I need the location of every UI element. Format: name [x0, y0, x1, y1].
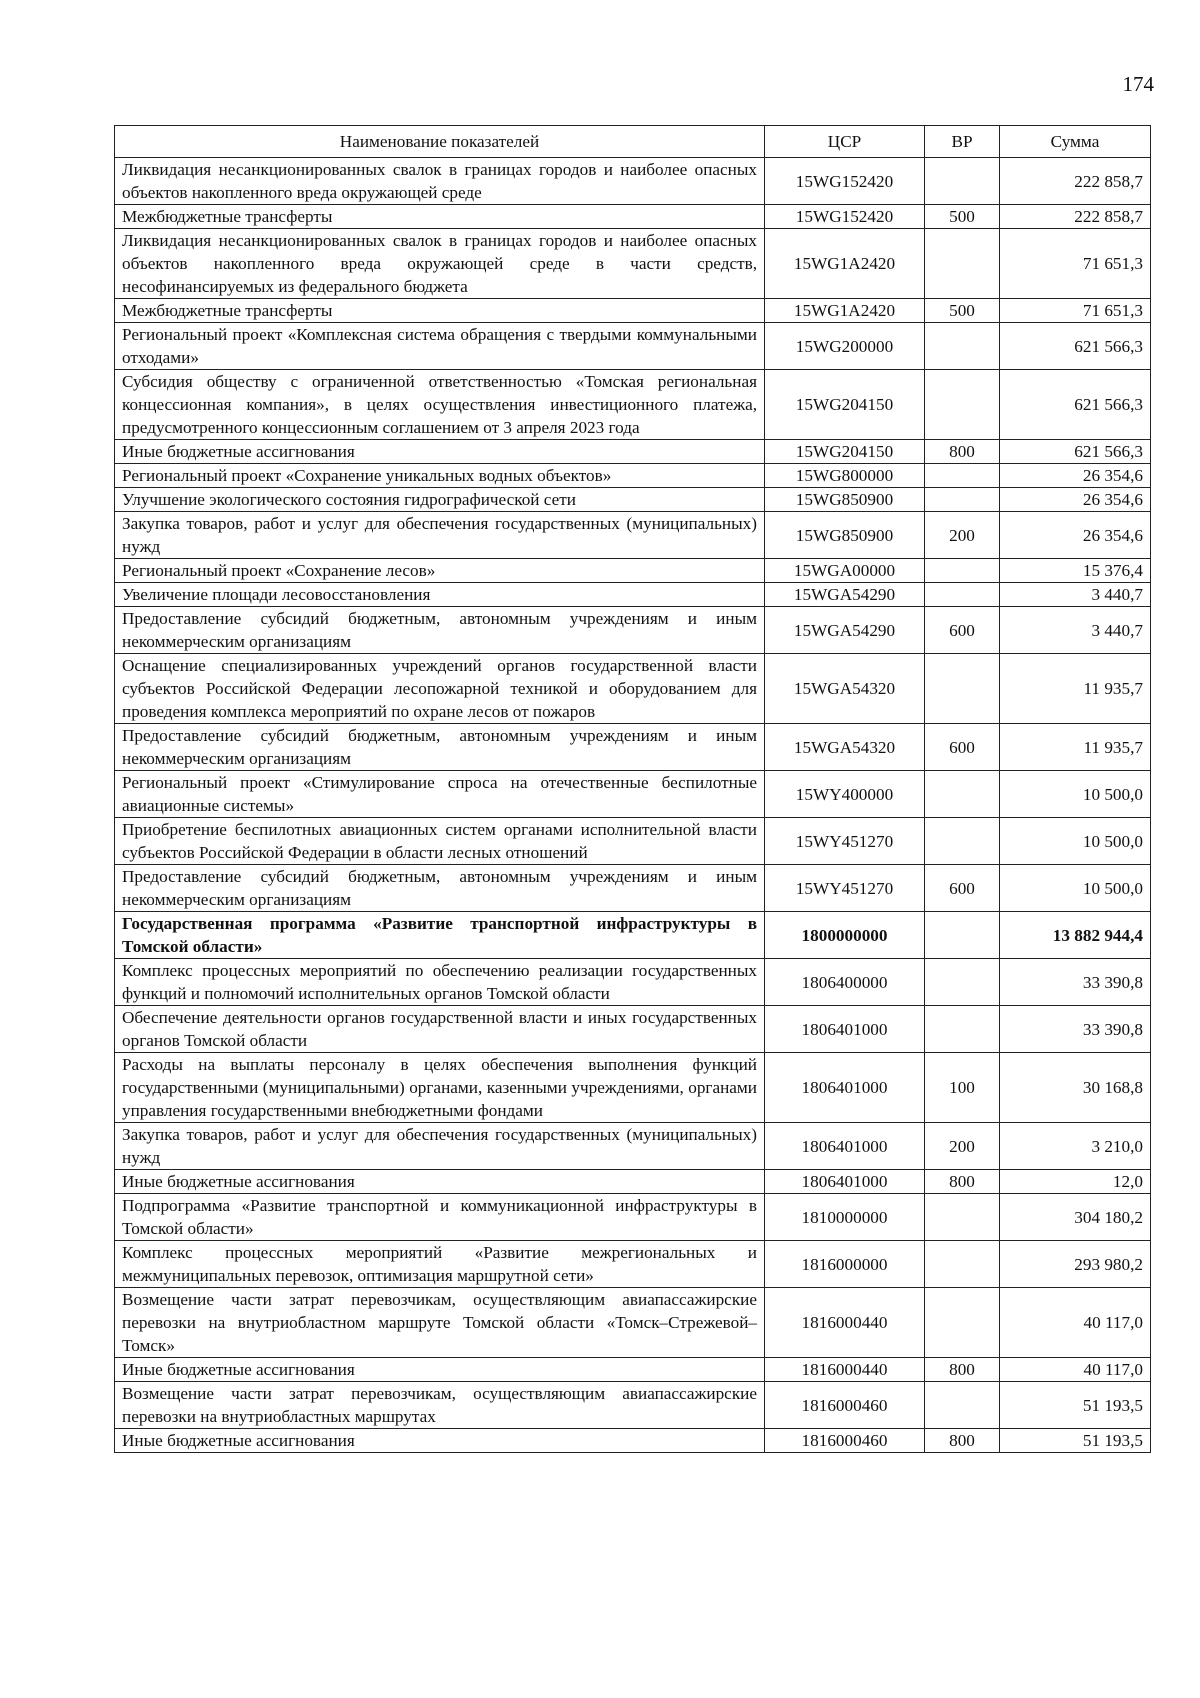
- cell-sum: 26 354,6: [1000, 512, 1151, 559]
- cell-vr: 800: [925, 1429, 1000, 1453]
- cell-csr: 15WGA54290: [765, 583, 925, 607]
- table-row: [115, 229, 1151, 299]
- table-row: [115, 1053, 1151, 1123]
- page-number: 174: [1122, 72, 1154, 96]
- cell-csr: 15WG152420: [765, 205, 925, 229]
- table-row: [115, 1123, 1151, 1170]
- cell-csr: 1816000440: [765, 1288, 925, 1358]
- cell-csr: 1806401000: [765, 1053, 925, 1123]
- header-csr: ЦСР: [765, 126, 925, 158]
- cell-csr: 15WGA54290: [765, 607, 925, 654]
- cell-csr: 1810000000: [765, 1194, 925, 1241]
- cell-vr: [925, 959, 1000, 1006]
- cell-sum: 51 193,5: [1000, 1382, 1151, 1429]
- cell-csr: 1806401000: [765, 1006, 925, 1053]
- cell-csr: 15WG152420: [765, 158, 925, 205]
- cell-sum: 30 168,8: [1000, 1053, 1151, 1123]
- cell-sum: 10 500,0: [1000, 818, 1151, 865]
- cell-sum: 222 858,7: [1000, 158, 1151, 205]
- cell-name: Предоставление субсидий бюджетным, автономным учреждениям и иным некоммерческим организациям: [115, 724, 765, 771]
- cell-sum: 293 980,2: [1000, 1241, 1151, 1288]
- cell-sum: 13 882 944,4: [1000, 912, 1151, 959]
- cell-vr: [925, 1241, 1000, 1288]
- cell-vr: 600: [925, 724, 1000, 771]
- cell-name: Государственная программа «Развитие транспортной инфраструктуры в Томской области»: [115, 912, 765, 959]
- cell-sum: 621 566,3: [1000, 323, 1151, 370]
- cell-sum: 11 935,7: [1000, 654, 1151, 724]
- cell-name: Межбюджетные трансферты: [115, 205, 765, 229]
- cell-name: Региональный проект «Комплексная система обращения с твердыми коммунальными отходами»: [115, 323, 765, 370]
- cell-vr: [925, 158, 1000, 205]
- cell-vr: 600: [925, 607, 1000, 654]
- cell-vr: [925, 771, 1000, 818]
- cell-name: Региональный проект «Сохранение лесов»: [115, 559, 765, 583]
- cell-csr: 1816000000: [765, 1241, 925, 1288]
- cell-csr: 15WG204150: [765, 370, 925, 440]
- cell-vr: [925, 818, 1000, 865]
- cell-name: Иные бюджетные ассигнования: [115, 1358, 765, 1382]
- cell-csr: 1806401000: [765, 1123, 925, 1170]
- table-row: [115, 912, 1151, 959]
- cell-vr: [925, 488, 1000, 512]
- cell-csr: 1816000460: [765, 1382, 925, 1429]
- cell-name: Улучшение экологического состояния гидрографической сети: [115, 488, 765, 512]
- cell-sum: 71 651,3: [1000, 229, 1151, 299]
- cell-csr: 15WG800000: [765, 464, 925, 488]
- cell-csr: 15WG204150: [765, 440, 925, 464]
- cell-sum: 40 117,0: [1000, 1288, 1151, 1358]
- cell-csr: 1806401000: [765, 1170, 925, 1194]
- cell-csr: 1816000460: [765, 1429, 925, 1453]
- table-row: [115, 1006, 1151, 1053]
- cell-name: Иные бюджетные ассигнования: [115, 1170, 765, 1194]
- cell-vr: [925, 1382, 1000, 1429]
- table-row: [115, 158, 1151, 205]
- table-row: [115, 559, 1151, 583]
- cell-vr: 200: [925, 512, 1000, 559]
- cell-name: Подпрограмма «Развитие транспортной и коммуникационной инфраструктуры в Томской области»: [115, 1194, 765, 1241]
- cell-sum: 51 193,5: [1000, 1429, 1151, 1453]
- table-row: [115, 1194, 1151, 1241]
- table-row: [115, 771, 1151, 818]
- cell-vr: [925, 583, 1000, 607]
- cell-sum: 10 500,0: [1000, 865, 1151, 912]
- cell-csr: 1816000440: [765, 1358, 925, 1382]
- cell-csr: 15WY400000: [765, 771, 925, 818]
- table-row: [115, 1288, 1151, 1358]
- cell-vr: [925, 654, 1000, 724]
- table-row: [115, 205, 1151, 229]
- cell-csr: 15WGA54320: [765, 724, 925, 771]
- cell-name: Региональный проект «Сохранение уникальных водных объектов»: [115, 464, 765, 488]
- table-row: [115, 724, 1151, 771]
- cell-vr: 100: [925, 1053, 1000, 1123]
- cell-name: Иные бюджетные ассигнования: [115, 1429, 765, 1453]
- cell-vr: 600: [925, 865, 1000, 912]
- cell-vr: 800: [925, 1170, 1000, 1194]
- table-row: [115, 323, 1151, 370]
- cell-vr: 200: [925, 1123, 1000, 1170]
- cell-sum: 26 354,6: [1000, 464, 1151, 488]
- cell-vr: [925, 229, 1000, 299]
- table-row: [115, 654, 1151, 724]
- cell-sum: 3 210,0: [1000, 1123, 1151, 1170]
- cell-name: Комплекс процессных мероприятий по обеспечению реализации государственных функций и полномочий исполнительных органов Томской области: [115, 959, 765, 1006]
- cell-csr: 15WG850900: [765, 512, 925, 559]
- cell-sum: 33 390,8: [1000, 959, 1151, 1006]
- cell-sum: 621 566,3: [1000, 370, 1151, 440]
- cell-name: Закупка товаров, работ и услуг для обеспечения государственных (муниципальных) нужд: [115, 512, 765, 559]
- table-row: [115, 583, 1151, 607]
- cell-csr: 15WGA54320: [765, 654, 925, 724]
- cell-vr: [925, 912, 1000, 959]
- cell-name: Субсидия обществу с ограниченной ответственностью «Томская региональная концессионная компания», в целях осуществления инвестиционного платежа, предусмотренного концессионным соглашением от 3 апреля 2023 года: [115, 370, 765, 440]
- table-row: [115, 512, 1151, 559]
- cell-name: Межбюджетные трансферты: [115, 299, 765, 323]
- cell-name: Возмещение части затрат перевозчикам, осуществляющим авиапассажирские перевозки на внутриобластном маршруте Томской области «Томск–Стрежевой–Томск»: [115, 1288, 765, 1358]
- cell-name: Закупка товаров, работ и услуг для обеспечения государственных (муниципальных) нужд: [115, 1123, 765, 1170]
- cell-vr: [925, 464, 1000, 488]
- table-row: [115, 1358, 1151, 1382]
- cell-vr: [925, 559, 1000, 583]
- table-header-row: [115, 126, 1151, 158]
- cell-name: Ликвидация несанкционированных свалок в границах городов и наиболее опасных объектов накопленного вреда окружающей среде: [115, 158, 765, 205]
- table-row: [115, 1382, 1151, 1429]
- cell-name: Комплекс процессных мероприятий «Развитие межрегиональных и межмуниципальных перевозок, оптимизация маршрутной сети»: [115, 1241, 765, 1288]
- table-row: [115, 464, 1151, 488]
- cell-name: Обеспечение деятельности органов государственной власти и иных государственных органов Томской области: [115, 1006, 765, 1053]
- header-sum: Сумма: [1000, 126, 1151, 158]
- table-row: [115, 818, 1151, 865]
- table-row: [115, 607, 1151, 654]
- cell-csr: 1806400000: [765, 959, 925, 1006]
- table-row: [115, 488, 1151, 512]
- cell-sum: 10 500,0: [1000, 771, 1151, 818]
- table-row: [115, 1241, 1151, 1288]
- cell-csr: 15WGA00000: [765, 559, 925, 583]
- cell-name: Возмещение части затрат перевозчикам, осуществляющим авиапассажирские перевозки на внутриобластных маршрутах: [115, 1382, 765, 1429]
- cell-vr: 800: [925, 440, 1000, 464]
- cell-sum: 304 180,2: [1000, 1194, 1151, 1241]
- cell-sum: 3 440,7: [1000, 607, 1151, 654]
- table-body: [115, 158, 1151, 1453]
- cell-vr: [925, 323, 1000, 370]
- cell-name: Иные бюджетные ассигнования: [115, 440, 765, 464]
- cell-csr: 15WG850900: [765, 488, 925, 512]
- table-row: [115, 865, 1151, 912]
- table-row: [115, 1170, 1151, 1194]
- cell-sum: 621 566,3: [1000, 440, 1151, 464]
- cell-name: Приобретение беспилотных авиационных систем органами исполнительной власти субъектов Российской Федерации в области лесных отношений: [115, 818, 765, 865]
- cell-csr: 15WY451270: [765, 818, 925, 865]
- cell-sum: 15 376,4: [1000, 559, 1151, 583]
- table-row: [115, 370, 1151, 440]
- cell-name: Увеличение площади лесовосстановления: [115, 583, 765, 607]
- table-row: [115, 1429, 1151, 1453]
- cell-name: Ликвидация несанкционированных свалок в границах городов и наиболее опасных объектов накопленного вреда окружающей среде в части средств, несофинансируемых из федерального бюджета: [115, 229, 765, 299]
- table-row: [115, 440, 1151, 464]
- cell-vr: 500: [925, 299, 1000, 323]
- header-name: Наименование показателей: [115, 126, 765, 158]
- cell-vr: [925, 370, 1000, 440]
- cell-sum: 222 858,7: [1000, 205, 1151, 229]
- cell-vr: [925, 1006, 1000, 1053]
- cell-csr: 15WY451270: [765, 865, 925, 912]
- cell-sum: 11 935,7: [1000, 724, 1151, 771]
- header-vr: ВР: [925, 126, 1000, 158]
- cell-name: Региональный проект «Стимулирование спроса на отечественные беспилотные авиационные системы»: [115, 771, 765, 818]
- cell-csr: 15WG1A2420: [765, 299, 925, 323]
- cell-sum: 71 651,3: [1000, 299, 1151, 323]
- cell-sum: 26 354,6: [1000, 488, 1151, 512]
- cell-csr: 15WG200000: [765, 323, 925, 370]
- cell-sum: 40 117,0: [1000, 1358, 1151, 1382]
- cell-name: Расходы на выплаты персоналу в целях обеспечения выполнения функций государственными (муниципальными) органами, казенными учреждениями, органами управления государственными внебюджетными фондами: [115, 1053, 765, 1123]
- cell-sum: 3 440,7: [1000, 583, 1151, 607]
- cell-vr: [925, 1194, 1000, 1241]
- table-row: [115, 959, 1151, 1006]
- cell-csr: 15WG1A2420: [765, 229, 925, 299]
- budget-table: [114, 125, 1151, 1453]
- table-row: [115, 299, 1151, 323]
- cell-sum: 12,0: [1000, 1170, 1151, 1194]
- cell-csr: 1800000000: [765, 912, 925, 959]
- cell-vr: [925, 1288, 1000, 1358]
- cell-vr: 500: [925, 205, 1000, 229]
- cell-name: Предоставление субсидий бюджетным, автономным учреждениям и иным некоммерческим организациям: [115, 607, 765, 654]
- cell-name: Предоставление субсидий бюджетным, автономным учреждениям и иным некоммерческим организациям: [115, 865, 765, 912]
- cell-name: Оснащение специализированных учреждений органов государственной власти субъектов Российской Федерации лесопожарной техникой и оборудованием для проведения комплекса мероприятий по охране лесов от пожаров: [115, 654, 765, 724]
- cell-vr: 800: [925, 1358, 1000, 1382]
- cell-sum: 33 390,8: [1000, 1006, 1151, 1053]
